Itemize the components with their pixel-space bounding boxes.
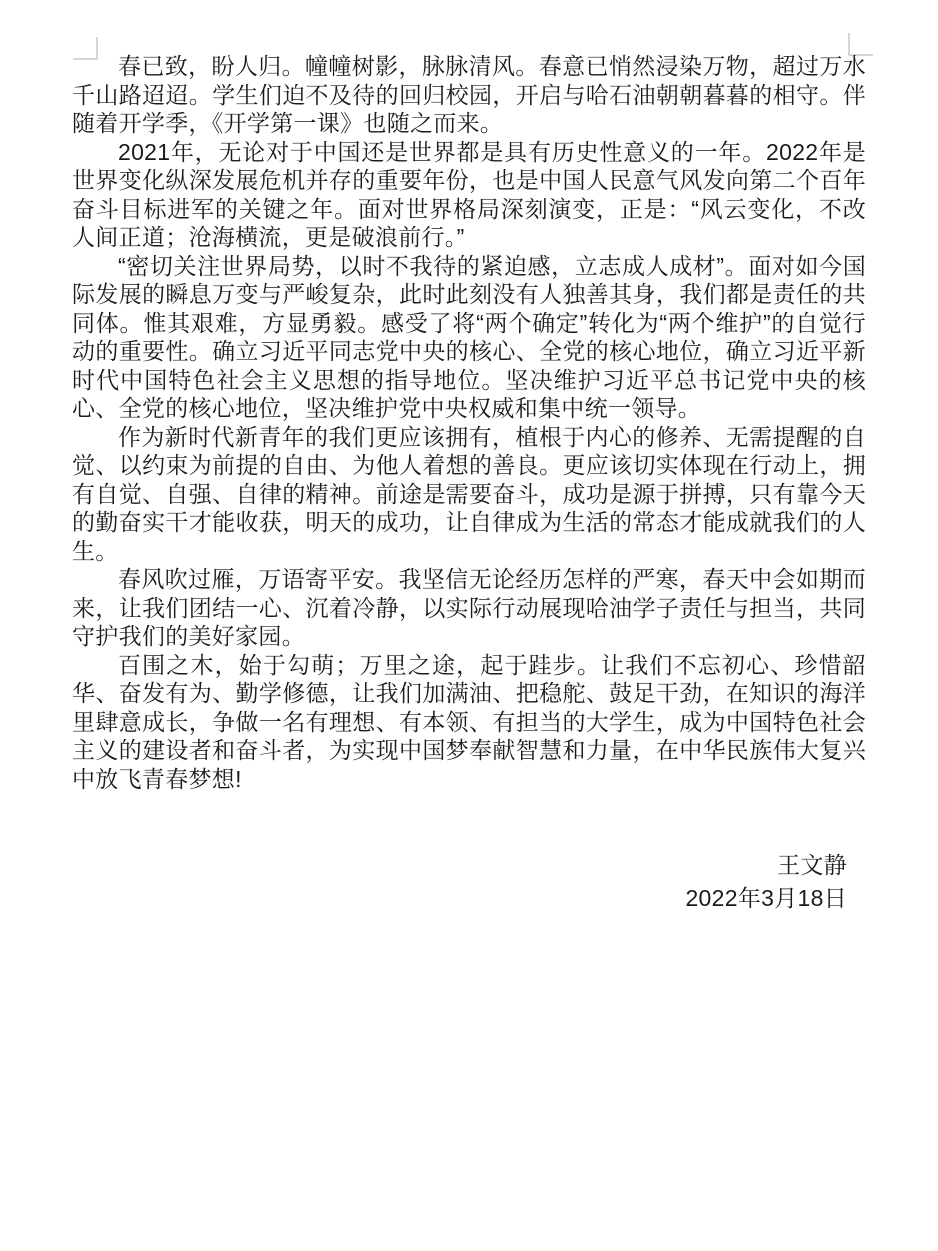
letter-body: [72, 52, 866, 915]
paragraph-new-youth: 作为新时代新青年的我们更应该拥有，植根于内心的修养、无需提醒的自觉、以约束为前提的自由、为他人着想的善良。更应该切实体现在行动上，拥有自觉、自强、自律的精神。前途是需要奋斗，成功是源于拼搏，只有靠今天的勤奋实干才能收获，明天的成功，让自律成为生活的常态才能成就我们的人生。: [72, 423, 866, 564]
paragraph-spring-wishes: 春风吹过雁，万语寄平安。我坚信无论经历怎样的严寒，春天中会如期而来，让我们团结一心、沉着冷静，以实际行动展现哈油学子责任与担当，共同守护我们的美好家园。: [72, 566, 866, 649]
paragraph-opening: 春已致，盼人归。幢幢树影，脉脉清风。春意已悄然浸染万物，超过万水千山路迢迢。学生们迫不及待的回归校园，开启与哈石油朝朝暮暮的相守。伴随着开学季，《开学第一课》也随之而来。: [72, 53, 866, 136]
paragraph-world-situation: “密切关注世界局势，以时不我待的紧迫感，立志成人成材”。面对如今国际发展的瞬息万变与严峻复杂，此时此刻没有人独善其身，我们都是责任的共同体。惟其艰难，方显勇毅。感受了将“两个确定”转化为“两个维护”的自觉行动的重要性。确立习近平同志党中央的核心、全党的核心地位，确立习近平新时代中国特色社会主义思想的指导地位。坚决维护习近平总书记党中央的核心、全党的核心地位，坚决维护党中央权威和集中统一领导。: [72, 252, 866, 421]
signature-name: 王文静: [777, 852, 847, 878]
paragraph-closing: 百围之木，始于勾萌；万里之途，起于跬步。让我们不忘初心、珍惜韶华、奋发有为、勤学修德，让我们加满油、把稳舵、鼓足干劲，在知识的海洋里肆意成长，争做一名有理想、有本领、有担当的大学生，成为中国特色社会主义的建设者和奋斗者，为实现中国梦奉献智慧和力量，在中华民族伟大复兴中放飞青春梦想!: [72, 651, 866, 792]
signature-date: 2022年3月18日: [685, 885, 847, 911]
signature-block: [72, 849, 866, 915]
paragraph-year-significance: 2021年，无论对于中国还是世界都是具有历史性意义的一年。2022年是世界变化纵深发展危机并存的重要年份，也是中国人民意气风发向第二个百年奋斗目标进军的关键之年。面对世界格局深刻演变，正是：“风云变化，不改人间正道；沧海横流，更是破浪前行。”: [72, 138, 866, 250]
